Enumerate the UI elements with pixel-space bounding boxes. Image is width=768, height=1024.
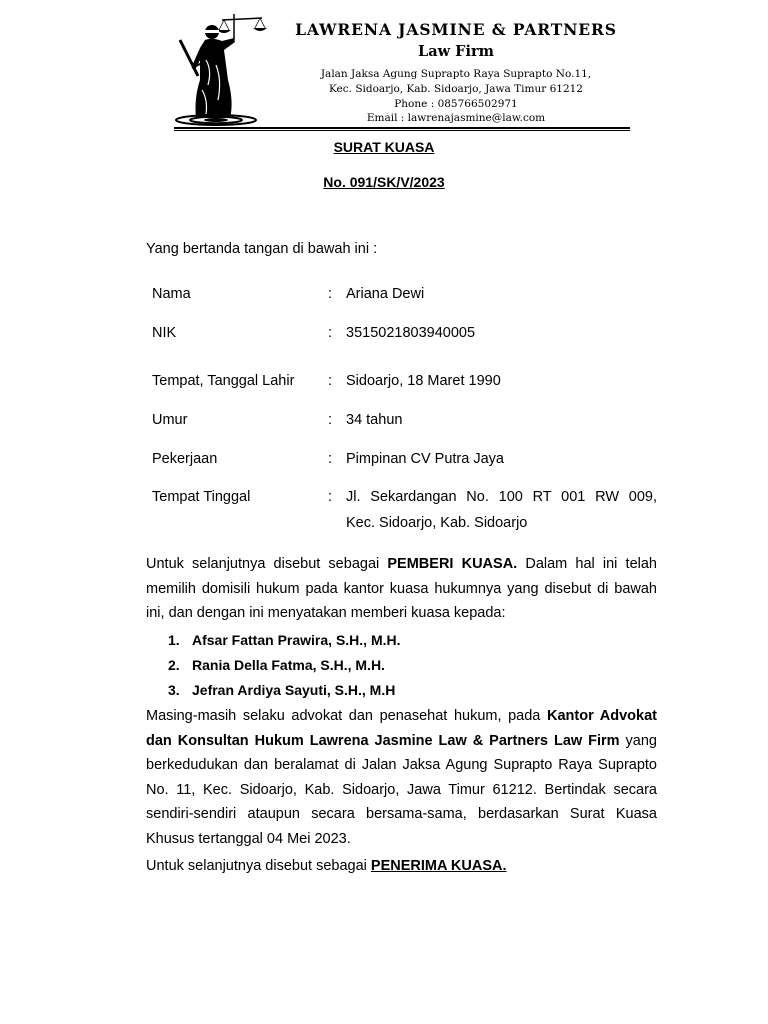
colon: : [328, 373, 333, 389]
label-nik: NIK [152, 325, 177, 341]
intro-text: Yang bertanda tangan di bawah ini : [146, 241, 378, 257]
firm-address-line-1: Jalan Jaksa Agung Suprapto Raya Suprapto No.11, [320, 68, 592, 80]
firm-name: LAWRENA JASMINE & PARTNERS [295, 20, 617, 39]
value-residence-line-2: Kec. Sidoarjo, Kab. Sidoarjo [346, 515, 528, 531]
document-number: No. 091/SK/V/2023 [323, 174, 445, 190]
colon: : [328, 412, 333, 428]
firm-reference: Kantor Advokat dan Konsultan Hukum Lawrena Jasmine Law & Partners Law Firm [146, 708, 657, 749]
colon: : [328, 325, 333, 341]
value-nik: 3515021803940005 [346, 325, 476, 341]
label-residence: Tempat Tinggal [152, 489, 251, 505]
colon: : [328, 286, 333, 302]
recipient-statement: Untuk selanjutnya disebut sebagai PENERIMA KUASA. [146, 858, 507, 874]
firm-address-line-2: Kec. Sidoarjo, Kab. Sidoarjo, Jawa Timur 61212 [329, 83, 583, 95]
firm-phone: Phone : 085766502971 [394, 98, 518, 110]
value-age: 34 tahun [346, 412, 403, 428]
label-birth: Tempat, Tanggal Lahir [152, 373, 295, 389]
grantor-term: PEMBERI KUASA. [387, 556, 518, 572]
colon: : [328, 489, 333, 505]
value-occupation: Pimpinan CV Putra Jaya [346, 451, 504, 467]
label-age: Umur [152, 412, 188, 428]
recipient-term: PENERIMA KUASA. [370, 858, 507, 874]
letterhead-divider-thin [174, 130, 630, 131]
value-residence: Jl. Sekardangan No. 100 RT 001 RW 009, [346, 489, 657, 505]
label-occupation: Pekerjaan [152, 451, 218, 467]
value-nama: Ariana Dewi [346, 286, 425, 302]
colon: : [328, 451, 333, 467]
firm-subtitle: Law Firm [418, 43, 494, 60]
grantor-statement: Untuk selanjutnya disebut sebagai PEMBERI KUASA. Dalam hal ini telah memilih domisili hukum pada kantor kuasa hukumnya yang disebut di bawah ini, dan dengan ini menyatakan memberi kuasa kepada: [146, 556, 657, 621]
firm-email: Email : lawrenajasmine@law.com [366, 112, 546, 124]
attorney-statement: Masing-masih selaku advokat dan penasehat hukum, pada Kantor Advokat dan Konsultan Hukum Lawrena Jasmine Law & Partners Law Firm yang berkedudukan dan beralamat di Jalan Jaksa Agung Suprapto Raya Suprapto No. 11, Kec. Sidoarjo, Kab. Sidoarjo, Jawa Timur 61212. Bertindak secara sendiri-sendiri ataupun secara bersama-sama, berdasarkan Surat Kuasa Khusus tertanggal 04 Mei 2023. [146, 708, 657, 847]
label-nama: Nama [152, 286, 191, 302]
lady-justice-logo [172, 10, 272, 128]
letterhead-divider [174, 127, 630, 129]
value-birth: Sidoarjo, 18 Maret 1990 [346, 373, 501, 389]
document-title: SURAT KUASA [333, 139, 435, 155]
